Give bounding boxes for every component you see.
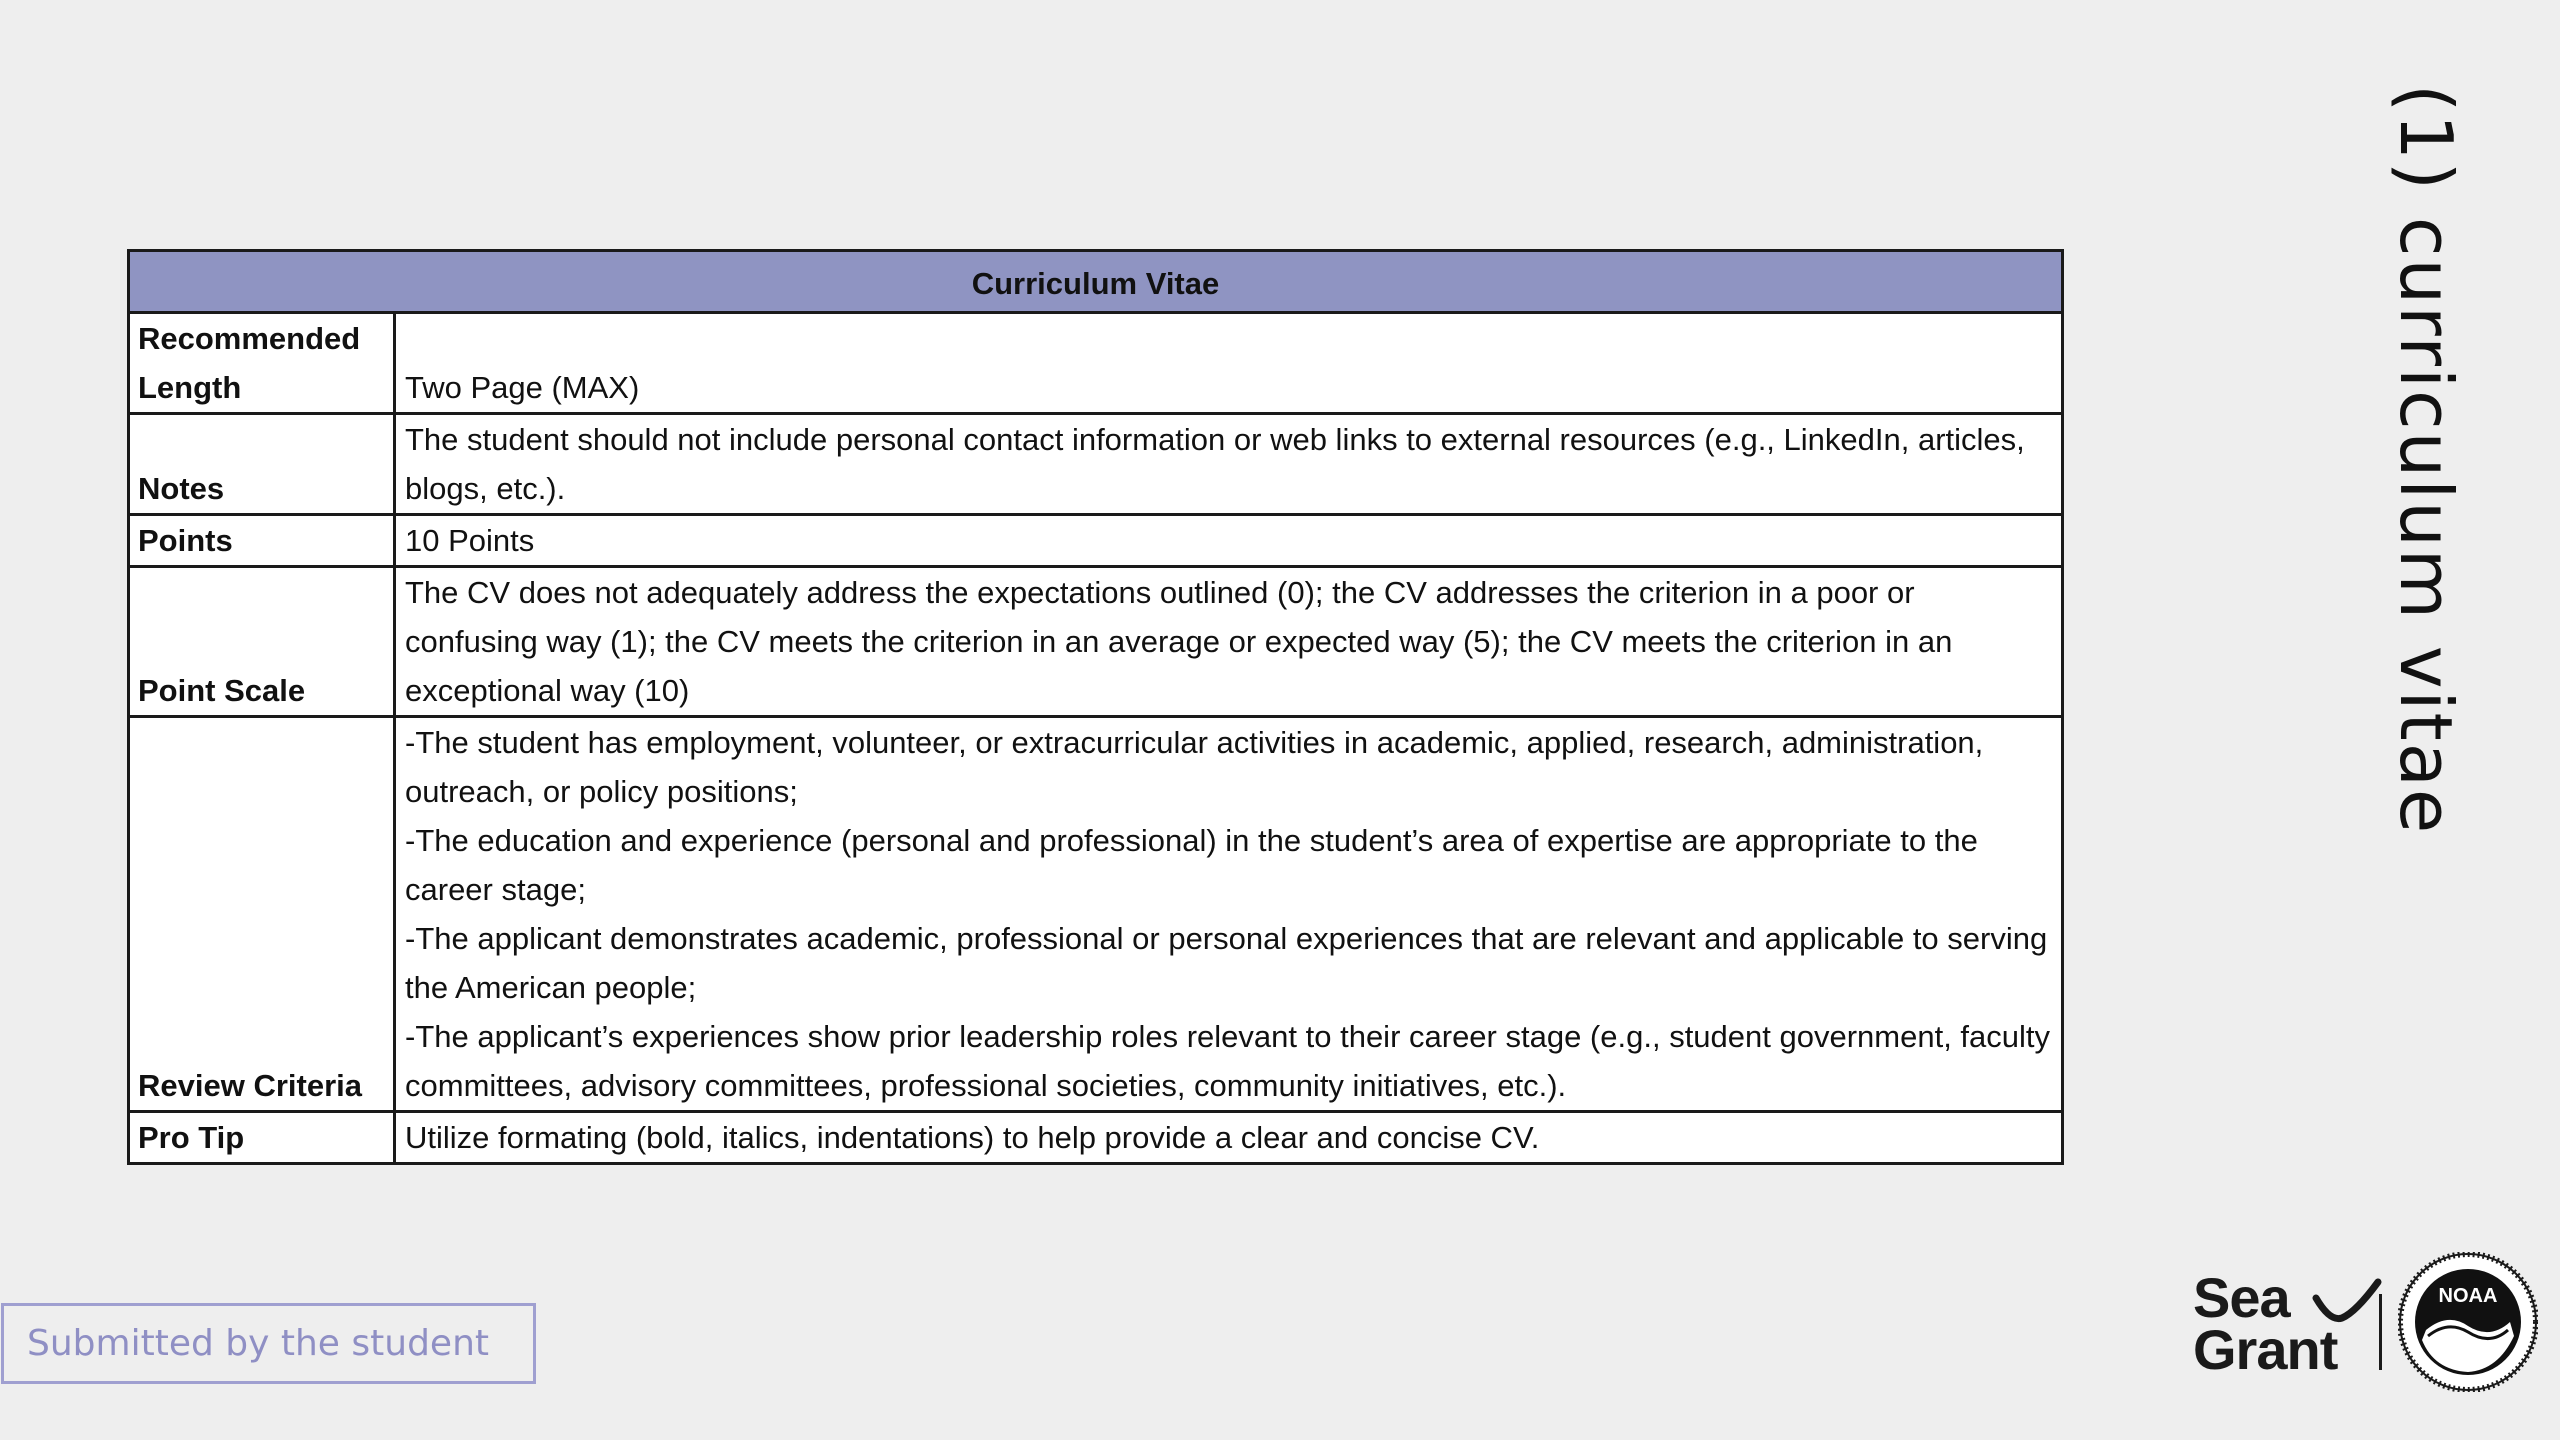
row-value: 10 Points <box>395 515 2063 567</box>
row-label: Recommended Length <box>129 313 395 414</box>
row-value-criteria <box>395 717 2063 1112</box>
criteria-item: -The applicant demonstrates academic, professional or personal experiences that are relevant and applicable to serving the American people; <box>405 921 2048 1005</box>
table-row-notes <box>129 414 2063 515</box>
logo-area <box>2190 1252 2540 1402</box>
table-row-review-criteria <box>129 717 2063 1112</box>
row-label: Pro Tip <box>129 1112 395 1164</box>
table-title: Curriculum Vitae <box>129 251 2063 313</box>
noaa-seal-text: NOAA <box>2438 1285 2498 1307</box>
table-header-row <box>129 251 2063 313</box>
submitted-text: Submitted by the student <box>27 1323 490 1364</box>
row-label: Notes <box>129 414 395 515</box>
logo-divider <box>2379 1294 2382 1370</box>
criteria-item: -The applicant’s experiences show prior leadership roles relevant to their career stage (e.g., student government, faculty committees, advisory committees, professional societies, community initiatives, etc.). <box>405 1019 2051 1103</box>
table-row-point-scale <box>129 567 2063 717</box>
row-label: Point Scale <box>129 567 395 717</box>
table-row-pro-tip <box>129 1112 2063 1164</box>
curriculum-vitae-table <box>127 249 2064 1165</box>
row-label: Review Criteria <box>129 717 395 1112</box>
sea-grant-logo-line1: Sea <box>2193 1266 2290 1329</box>
row-label: Points <box>129 515 395 567</box>
sea-grant-logo-line2: Grant <box>2193 1318 2338 1381</box>
row-value: The student should not include personal contact information or web links to external resources (e.g., LinkedIn, articles, blogs, etc.). <box>395 414 2063 515</box>
table-row-recommended-length <box>129 313 2063 414</box>
row-value: The CV does not adequately address the expectations outlined (0); the CV addresses the criterion in a poor or confusing way (1); the CV meets the criterion in an average or expected way (5); the CV meets the criterion in an exceptional way (10) <box>395 567 2063 717</box>
slide-title-vertical: (1) curriculum vitae <box>2384 84 2468 836</box>
row-value: Utilize formating (bold, italics, indentations) to help provide a clear and concise CV. <box>395 1112 2063 1164</box>
criteria-item: -The education and experience (personal and professional) in the student’s area of expertise are appropriate to the career stage; <box>405 823 1978 907</box>
criteria-item: -The student has employment, volunteer, or extracurricular activities in academic, applied, research, administration, outreach, or policy positions; <box>405 725 1984 809</box>
row-value: Two Page (MAX) <box>395 313 2063 414</box>
table-row-points <box>129 515 2063 567</box>
noaa-seal-icon <box>2398 1252 2538 1392</box>
sea-grant-wave-icon <box>2312 1278 2382 1328</box>
submitted-by-label <box>1 1303 536 1384</box>
